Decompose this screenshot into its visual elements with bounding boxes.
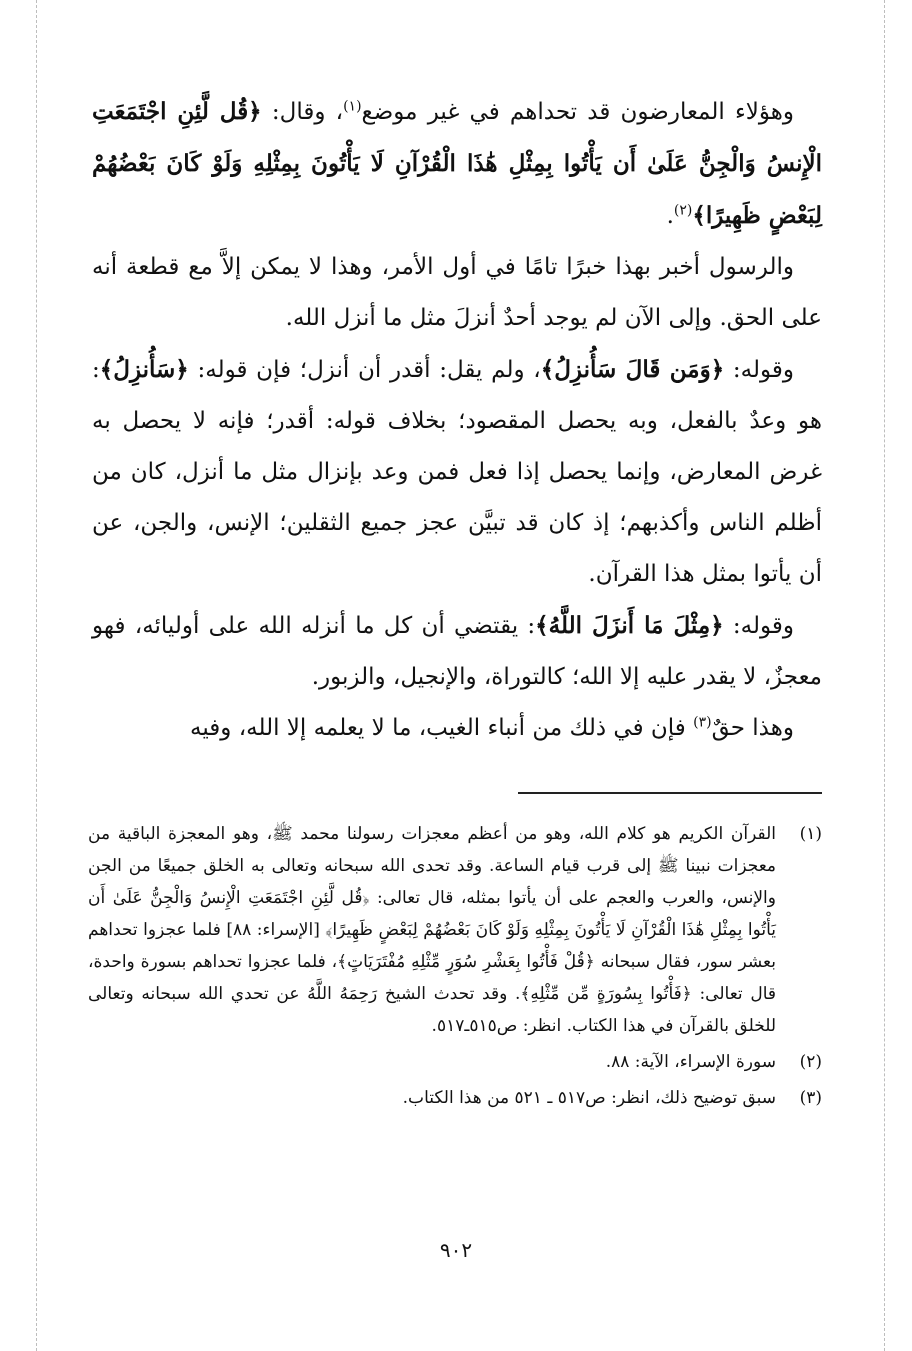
footnote-text: سبق توضيح ذلك، انظر: ص٥١٧ ـ ٥٢١ من هذا الكتاب.: [402, 1088, 776, 1108]
paragraph-4: وقوله: ﴿مِثْلَ مَا أَنزَلَ اللَّهُ﴾: يقتضي أن كل ما أنزله الله على أوليائه، فهو معجزٌ، لا يقدر عليه إلا الله؛ كالتوراة، والإنجيل، والزبور.: [92, 612, 822, 690]
page-number: ٩٠٢: [439, 1238, 473, 1262]
scan-margin-line-right: [884, 0, 885, 1351]
footnote-separator: [518, 792, 822, 794]
footnote-2: [88, 1046, 822, 1078]
paragraph-2: والرسول أخبر بهذا خبرًا تامًا في أول الأمر، وهذا لا يمكن إلاَّ مع قطعة أنه على الحق. وإلى الآن لم يوجد أحدٌ أنزلَ مثل ما أنزل الله.: [92, 254, 822, 331]
footnote-number: (١): [799, 824, 822, 844]
footnote-number: (٢): [799, 1052, 822, 1072]
main-text: [92, 86, 822, 754]
footnote-1: [88, 818, 822, 1042]
footnote-3: [88, 1082, 822, 1114]
footnote-ref-3[interactable]: (٣): [693, 714, 712, 731]
footnotes: [88, 818, 822, 1118]
paragraph-1: وهؤلاء المعارضون قد تحداهم في غير موضع$^{(١)}$، وقال: ﴿قُل لَّئِنِ اجْتَمَعَتِ الْإِنسُ وَالْجِنُّ عَلَىٰ أَن يَأْتُوا بِمِثْلِ هَٰذَا الْقُرْآنِ لَا يَأْتُونَ بِمِثْلِهِ وَلَوْ كَانَ بَعْضُهُمْ لِبَعْضٍ ظَهِيرًا﴾$^{(٢)}$.: [92, 98, 822, 229]
footnote-text: القرآن الكريم هو كلام الله، وهو من أعظم معجزات رسولنا محمد ﷺ، وهو المعجزة الباقية من معجزات نبينا ﷺ إلى قرب قيام الساعة. وقد تحدى الله سبحانه وتعالى به الخلق جميعًا من الجن والإنس، والعرب والعجم على أن يأتوا بمثله، قال تعالى: ﴿قُل لَّئِنِ اجْتَمَعَتِ الْإِنسُ وَالْجِنُّ عَلَىٰ أَن يَأْتُوا بِمِثْلِ هَٰذَا الْقُرْآنِ لَا يَأْتُونَ بِمِثْلِهِ وَلَوْ كَانَ بَعْضُهُمْ لِبَعْضٍ ظَهِيرًا﴾ [الإسراء: ٨٨] فلما عجزوا تحداهم بعشر سور، فقال سبحانه ﴿قُلْ فَأْتُوا بِعَشْرِ سُوَرٍ مِّثْلِهِ مُفْتَرَيَاتٍ﴾، فلما عجزوا تحداهم بسورة واحدة، قال تعالى: ﴿فَأْتُوا بِسُورَةٍ مِّن مِّثْلِهِ﴾. وقد تحدث الشيخ رَحِمَهُ اللَّهُ عن تحدي الله سبحانه وتعالى للخلق بالقرآن في هذا الكتاب. انظر: ص٥١٥ـ٥١٧.: [88, 824, 777, 1036]
footnote-text: سورة الإسراء، الآية: ٨٨.: [605, 1052, 776, 1072]
footnote-number: (٣): [799, 1088, 822, 1108]
quran-verse: ﴿وَمَن قَالَ سَأُنزِلُ﴾: [540, 356, 725, 383]
paragraph-5: وهذا حقٌ$^{(٣)}$ فإن في ذلك من أنباء الغيب، ما لا يعلمه إلا الله، وفيه: [190, 714, 794, 741]
footnote-ref-1[interactable]: (١): [343, 98, 362, 115]
quran-verse: ﴿سَأُنزِلُ﴾: [99, 356, 189, 383]
quran-verse: ﴿قُل لَّئِنِ اجْتَمَعَتِ الْإِنسُ وَالْجِنُّ عَلَىٰ أَن يَأْتُوا بِمِثْلِ هَٰذَا الْقُرْآنِ لَا يَأْتُونَ بِمِثْلِهِ وَلَوْ كَانَ بَعْضُهُمْ لِبَعْضٍ ظَهِيرًا﴾: [92, 98, 822, 229]
scan-margin-line-left: [36, 0, 37, 1351]
paragraph-3: وقوله: ﴿وَمَن قَالَ سَأُنزِلُ﴾، ولم يقل: أقدر أن أنزل؛ فإن قوله: ﴿سَأُنزِلُ﴾: هو وعدٌ بالفعل، وبه يحصل المقصود؛ بخلاف قوله: أقدر؛ فإنه لا يحصل به غرض المعارض، وإنما يحصل إذا فعل فمن وعد بإنزال مثل ما أنزل، كان من أظلم الناس وأكذبهم؛ إذ كان قد تبيَّن عجز جميع الثقلين؛ الإنس، والجن، عن أن يأتوا بمثل هذا القرآن.: [92, 356, 822, 587]
quran-verse: ﴿مِثْلَ مَا أَنزَلَ اللَّهُ﴾: [535, 612, 724, 639]
footnote-ref-2[interactable]: (٢): [673, 202, 693, 219]
